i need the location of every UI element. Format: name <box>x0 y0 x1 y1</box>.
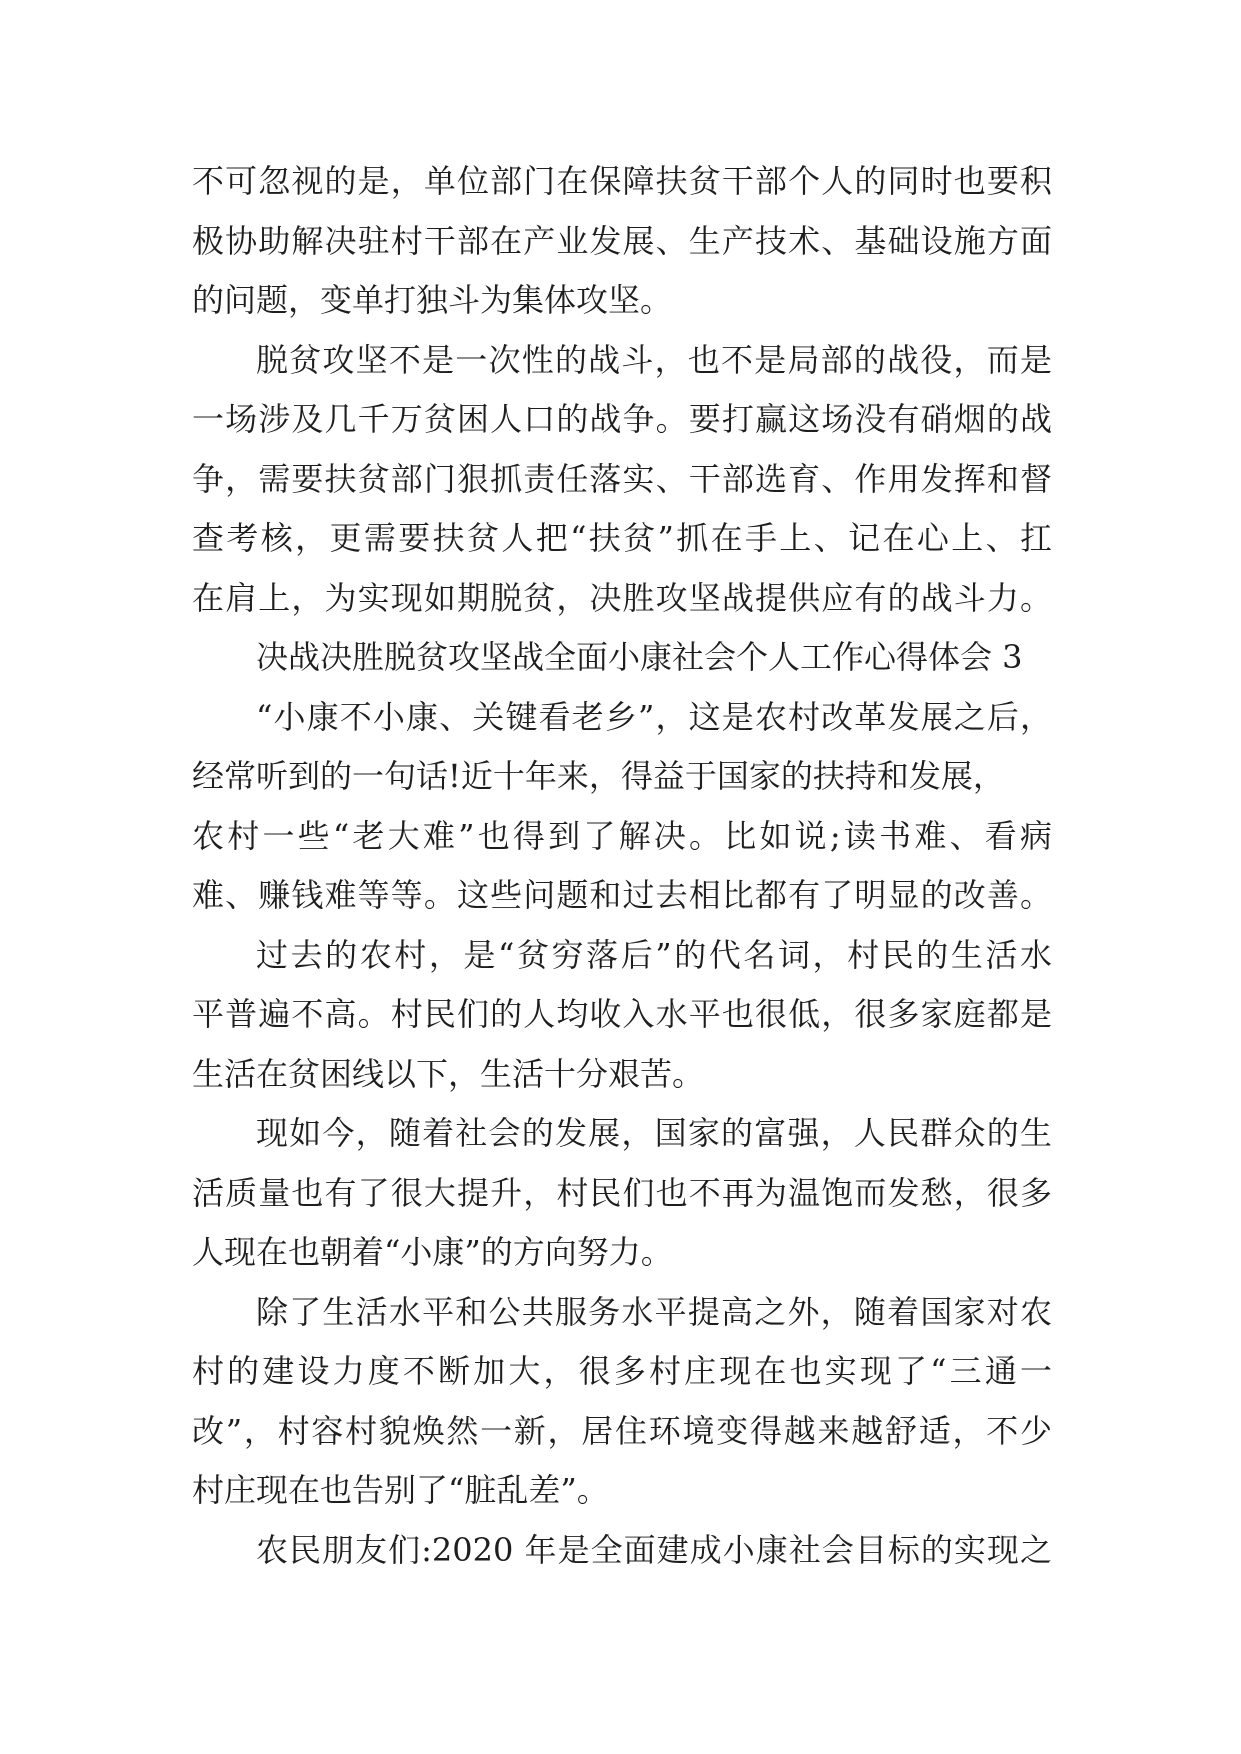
text-line: 活质量也有了很大提升，村民们也不再为温饱而发愁，很多 <box>192 1173 1052 1212</box>
text-line: 现如今，随着社会的发展，国家的富强，人民群众的生 <box>256 1114 1052 1152</box>
text-line: 一场涉及几千万贫困人口的战争。要打赢这场没有硝烟的战 <box>192 400 1052 438</box>
text-line: “小康不小康、关键看老乡”，这是农村改革发展之后， <box>256 697 1052 736</box>
text-line: 查考核，更需要扶贫人把“扶贫”抓在手上、记在心上、扛 <box>192 519 1052 557</box>
text-line: 脱贫攻坚不是一次性的战斗，也不是局部的战役，而是 <box>256 340 1052 379</box>
text-line: 难、赚钱难等等。这些问题和过去相比都有了明显的改善。 <box>192 876 1052 914</box>
text-line: 除了生活水平和公共服务水平提高之外，随着国家对农 <box>256 1292 1052 1331</box>
text-line: 平普遍不高。村民们的人均收入水平也很低，很多家庭都是 <box>192 995 1052 1033</box>
text-line: 村庄现在也告别了“脏乱差”。 <box>192 1471 609 1509</box>
text-line: 经常听到的一句话!近十年来，得益于国家的扶持和发展， <box>192 757 1005 795</box>
text-line: 生活在贫困线以下，生活十分艰苦。 <box>192 1054 705 1093</box>
text-line: 极协助解决驻村干部在产业发展、生产技术、基础设施方面 <box>192 221 1052 260</box>
text-line: 改”，村容村貌焕然一新，居住环境变得越来越舒适，不少 <box>192 1411 1052 1450</box>
text-line: 决战决胜脱贫攻坚战全面小康社会个人工作心得体会 3 <box>256 638 1023 676</box>
text-line: 的问题，变单打独斗为集体攻坚。 <box>192 281 673 319</box>
text-line: 不可忽视的是，单位部门在保障扶贫干部个人的同时也要积 <box>192 162 1052 200</box>
text-line: 村的建设力度不断加大，很多村庄现在也实现了“三通一 <box>192 1352 1052 1390</box>
text-line: 过去的农村，是“贫穷落后”的代名词，村民的生活水 <box>256 935 1052 974</box>
text-line: 在肩上，为实现如期脱贫，决胜攻坚战提供应有的战斗力。 <box>192 578 1052 617</box>
text-line: 人现在也朝着“小康”的方向努力。 <box>192 1233 673 1271</box>
body-text <box>192 152 1052 1580</box>
text-line: 农民朋友们:2020 年是全面建成小康社会目标的实现之 <box>256 1530 1052 1569</box>
text-line: 争，需要扶贫部门狠抓责任落实、干部选育、作用发挥和督 <box>192 459 1052 498</box>
text-line: 农村一些“老大难”也得到了解决。比如说;读书难、看病 <box>192 816 1052 855</box>
